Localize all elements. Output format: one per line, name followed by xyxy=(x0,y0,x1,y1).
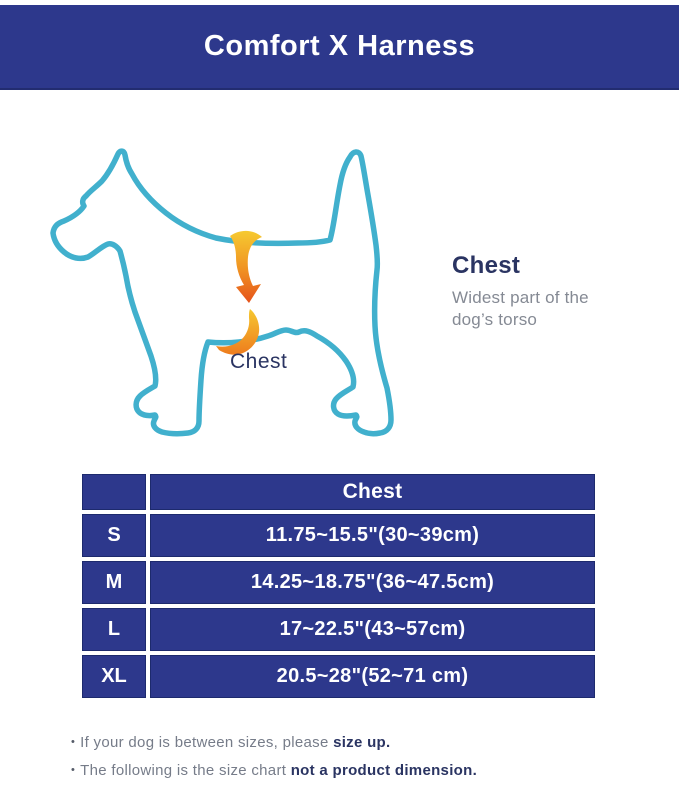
bullet-icon: • xyxy=(71,764,76,776)
note-text: If your dog is between sizes, please xyxy=(80,734,334,751)
header-bar xyxy=(0,5,679,90)
note-line xyxy=(71,761,477,780)
dog-chest-label: Chest xyxy=(230,350,288,373)
table-header-row xyxy=(82,474,595,510)
dog-outline-illustration xyxy=(40,130,440,460)
table-corner-cell xyxy=(82,474,146,510)
table-row xyxy=(82,608,595,651)
bullet-icon: • xyxy=(71,736,76,748)
size-label: M xyxy=(82,561,146,604)
measure-title: Chest xyxy=(452,252,521,279)
note-line xyxy=(71,733,477,752)
note-emphasis: not a product dimension. xyxy=(290,762,478,779)
chest-value: 17~22.5"(43~57cm) xyxy=(150,608,595,651)
table-row xyxy=(82,561,595,604)
size-chart-table xyxy=(78,470,599,702)
dog-figure xyxy=(40,130,440,460)
chest-band-lower xyxy=(216,309,259,355)
size-label: XL xyxy=(82,655,146,698)
notes xyxy=(71,733,477,786)
measure-info xyxy=(452,252,600,331)
chest-value: 20.5~28"(52~71 cm) xyxy=(150,655,595,698)
measure-description: Widest part of the dog’s torso xyxy=(452,288,589,329)
table-row xyxy=(82,655,595,698)
chest-value: 11.75~15.5"(30~39cm) xyxy=(150,514,595,557)
table-row xyxy=(82,514,595,557)
chest-value: 14.25~18.75"(36~47.5cm) xyxy=(150,561,595,604)
note-emphasis: size up. xyxy=(333,734,391,751)
dog-outline-path xyxy=(53,151,391,434)
size-label: L xyxy=(82,608,146,651)
note-text: The following is the size chart xyxy=(80,762,291,779)
size-label: S xyxy=(82,514,146,557)
page-title: Comfort X Harness xyxy=(203,30,476,62)
table-column-header: Chest xyxy=(150,474,595,510)
